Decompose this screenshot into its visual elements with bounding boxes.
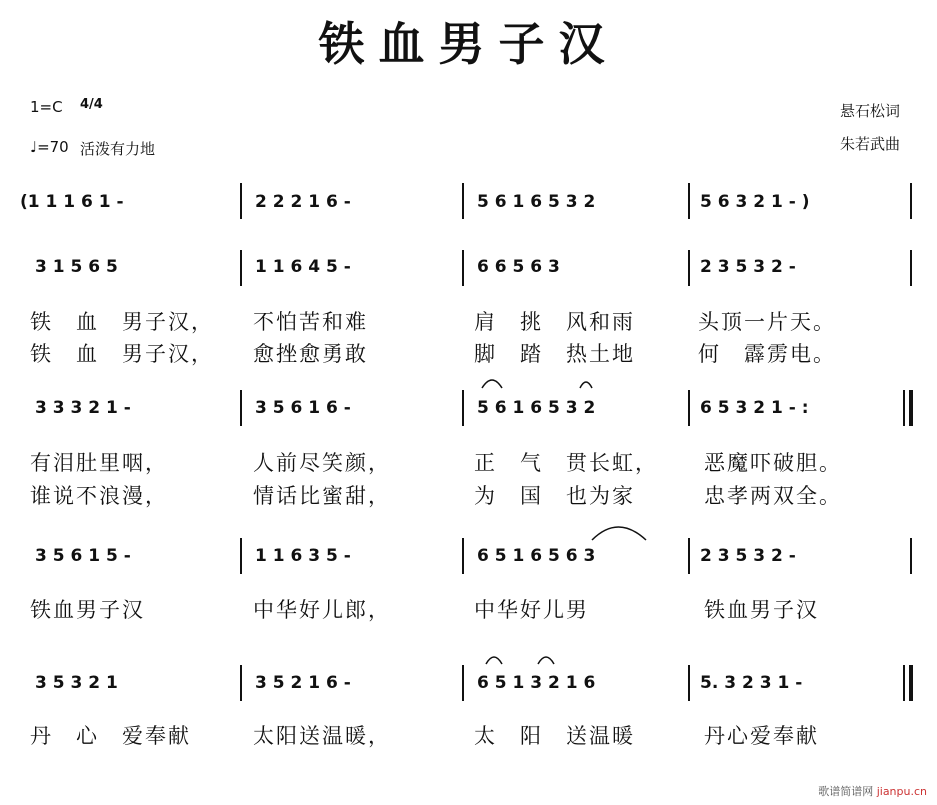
barline [240,250,242,286]
barline [240,538,242,574]
lyric-3-2a: 人前尽笑颜， [253,451,391,475]
barline [688,538,690,574]
lyric-2-4a: 头顶一片天。 [698,310,836,334]
tempo-marking: ♩=70 [30,138,69,156]
barline [462,390,464,426]
measure-5-4: 5. 3 2 3 1 - [700,673,803,693]
lyric-2-4b: 何 霹雳电。 [698,342,836,366]
lyric-3-4a: 恶魔吓破胆。 [704,451,842,475]
barline [688,250,690,286]
measure-2-2: 1 1 6 4 5 - [255,257,351,277]
barline [462,665,464,701]
barline [910,538,912,574]
watermark-url: jianpu.cn [876,785,927,798]
barline [462,250,464,286]
measure-1-4: 5 6 3 2 1 - ) [700,192,810,212]
lyric-2-3b: 脚 踏 热土地 [474,342,635,366]
barline [910,250,912,286]
lyric-3-1b: 谁说不浪漫， [30,484,168,508]
slur-marks [480,648,580,668]
measure-2-4: 2 3 5 3 2 - [700,257,796,277]
lyric-3-2b: 情话比蜜甜， [253,484,391,508]
lyric-4-1: 铁血男子汉 [30,598,145,622]
barline [903,390,905,426]
slur-mark [590,520,650,544]
barline [462,183,464,219]
lyric-5-2: 太阳送温暖， [253,724,391,748]
measure-4-1: 3 5 6 1 5 - [35,546,131,566]
lyric-5-1: 丹 心 爱奉献 [30,724,191,748]
song-title: 铁血男子汉 [318,17,619,71]
barline [903,665,905,701]
time-signature: 4/4 [80,97,103,112]
barline [462,538,464,574]
barline [240,390,242,426]
barline [910,183,912,219]
barline [688,390,690,426]
barline [240,665,242,701]
lyric-2-1a: 铁 血 男子汉， [30,310,214,334]
measure-5-2: 3 5 2 1 6 - [255,673,351,693]
measure-1-2: 2 2 2 1 6 - [255,192,351,212]
site-watermark [818,783,927,799]
measure-3-1: 3 3 3 2 1 - [35,398,131,418]
key-signature [30,98,63,116]
lyric-4-4: 铁血男子汉 [704,598,819,622]
lyric-2-1b: 铁 血 男子汉， [30,342,214,366]
lyric-3-1a: 有泪肚里咽， [30,451,168,475]
measure-3-2: 3 5 6 1 6 - [255,398,351,418]
repeat-end-barline [909,390,913,426]
lyric-5-4: 丹心爱奉献 [704,724,819,748]
measure-4-3: 6 5 1 6 5 6 3 [477,546,596,566]
barline [240,183,242,219]
measure-4-4: 2 3 5 3 2 - [700,546,796,566]
measure-3-4: 6 5 3 2 1 - : [700,398,809,418]
barline [688,665,690,701]
measure-2-1: 3 1 5 6 5 [35,257,118,277]
measure-3-3: 5 6 1 6 5 3 2 [477,398,596,418]
lyric-3-3b: 为 国 也为家 [474,484,635,508]
measure-5-3: 6 5 1 3 2 1 6 [477,673,596,693]
slur-marks [480,372,630,392]
lyric-3-4b: 忠孝两双全。 [704,484,842,508]
watermark-site: 歌谱简谱网 [818,785,874,798]
expression-marking: 活泼有力地 [80,140,156,158]
lyric-4-3: 中华好儿男 [474,598,589,622]
barline [688,183,690,219]
lyric-4-2: 中华好儿郎， [253,598,391,622]
lyric-2-3a: 肩 挑 风和雨 [474,310,635,334]
measure-2-3: 6 6 5 6 3 [477,257,560,277]
measure-1-3: 5 6 1 6 5 3 2 [477,192,596,212]
measure-5-1: 3 5 3 2 1 [35,673,118,693]
final-barline [909,665,913,701]
measure-4-2: 1 1 6 3 5 - [255,546,351,566]
lyric-3-3a: 正 气 贯长虹， [474,451,658,475]
lyric-5-3: 太 阳 送温暖 [474,724,635,748]
lyric-2-2b: 愈挫愈勇敢 [253,342,368,366]
composer-credit: 朱若武曲 [840,135,901,153]
key-label: 1=C [30,98,63,116]
lyric-2-2a: 不怕苦和难 [253,310,368,334]
lyricist-credit: 悬石松词 [840,102,901,120]
measure-1-1: (1 1 1 6 1 - [20,192,124,212]
